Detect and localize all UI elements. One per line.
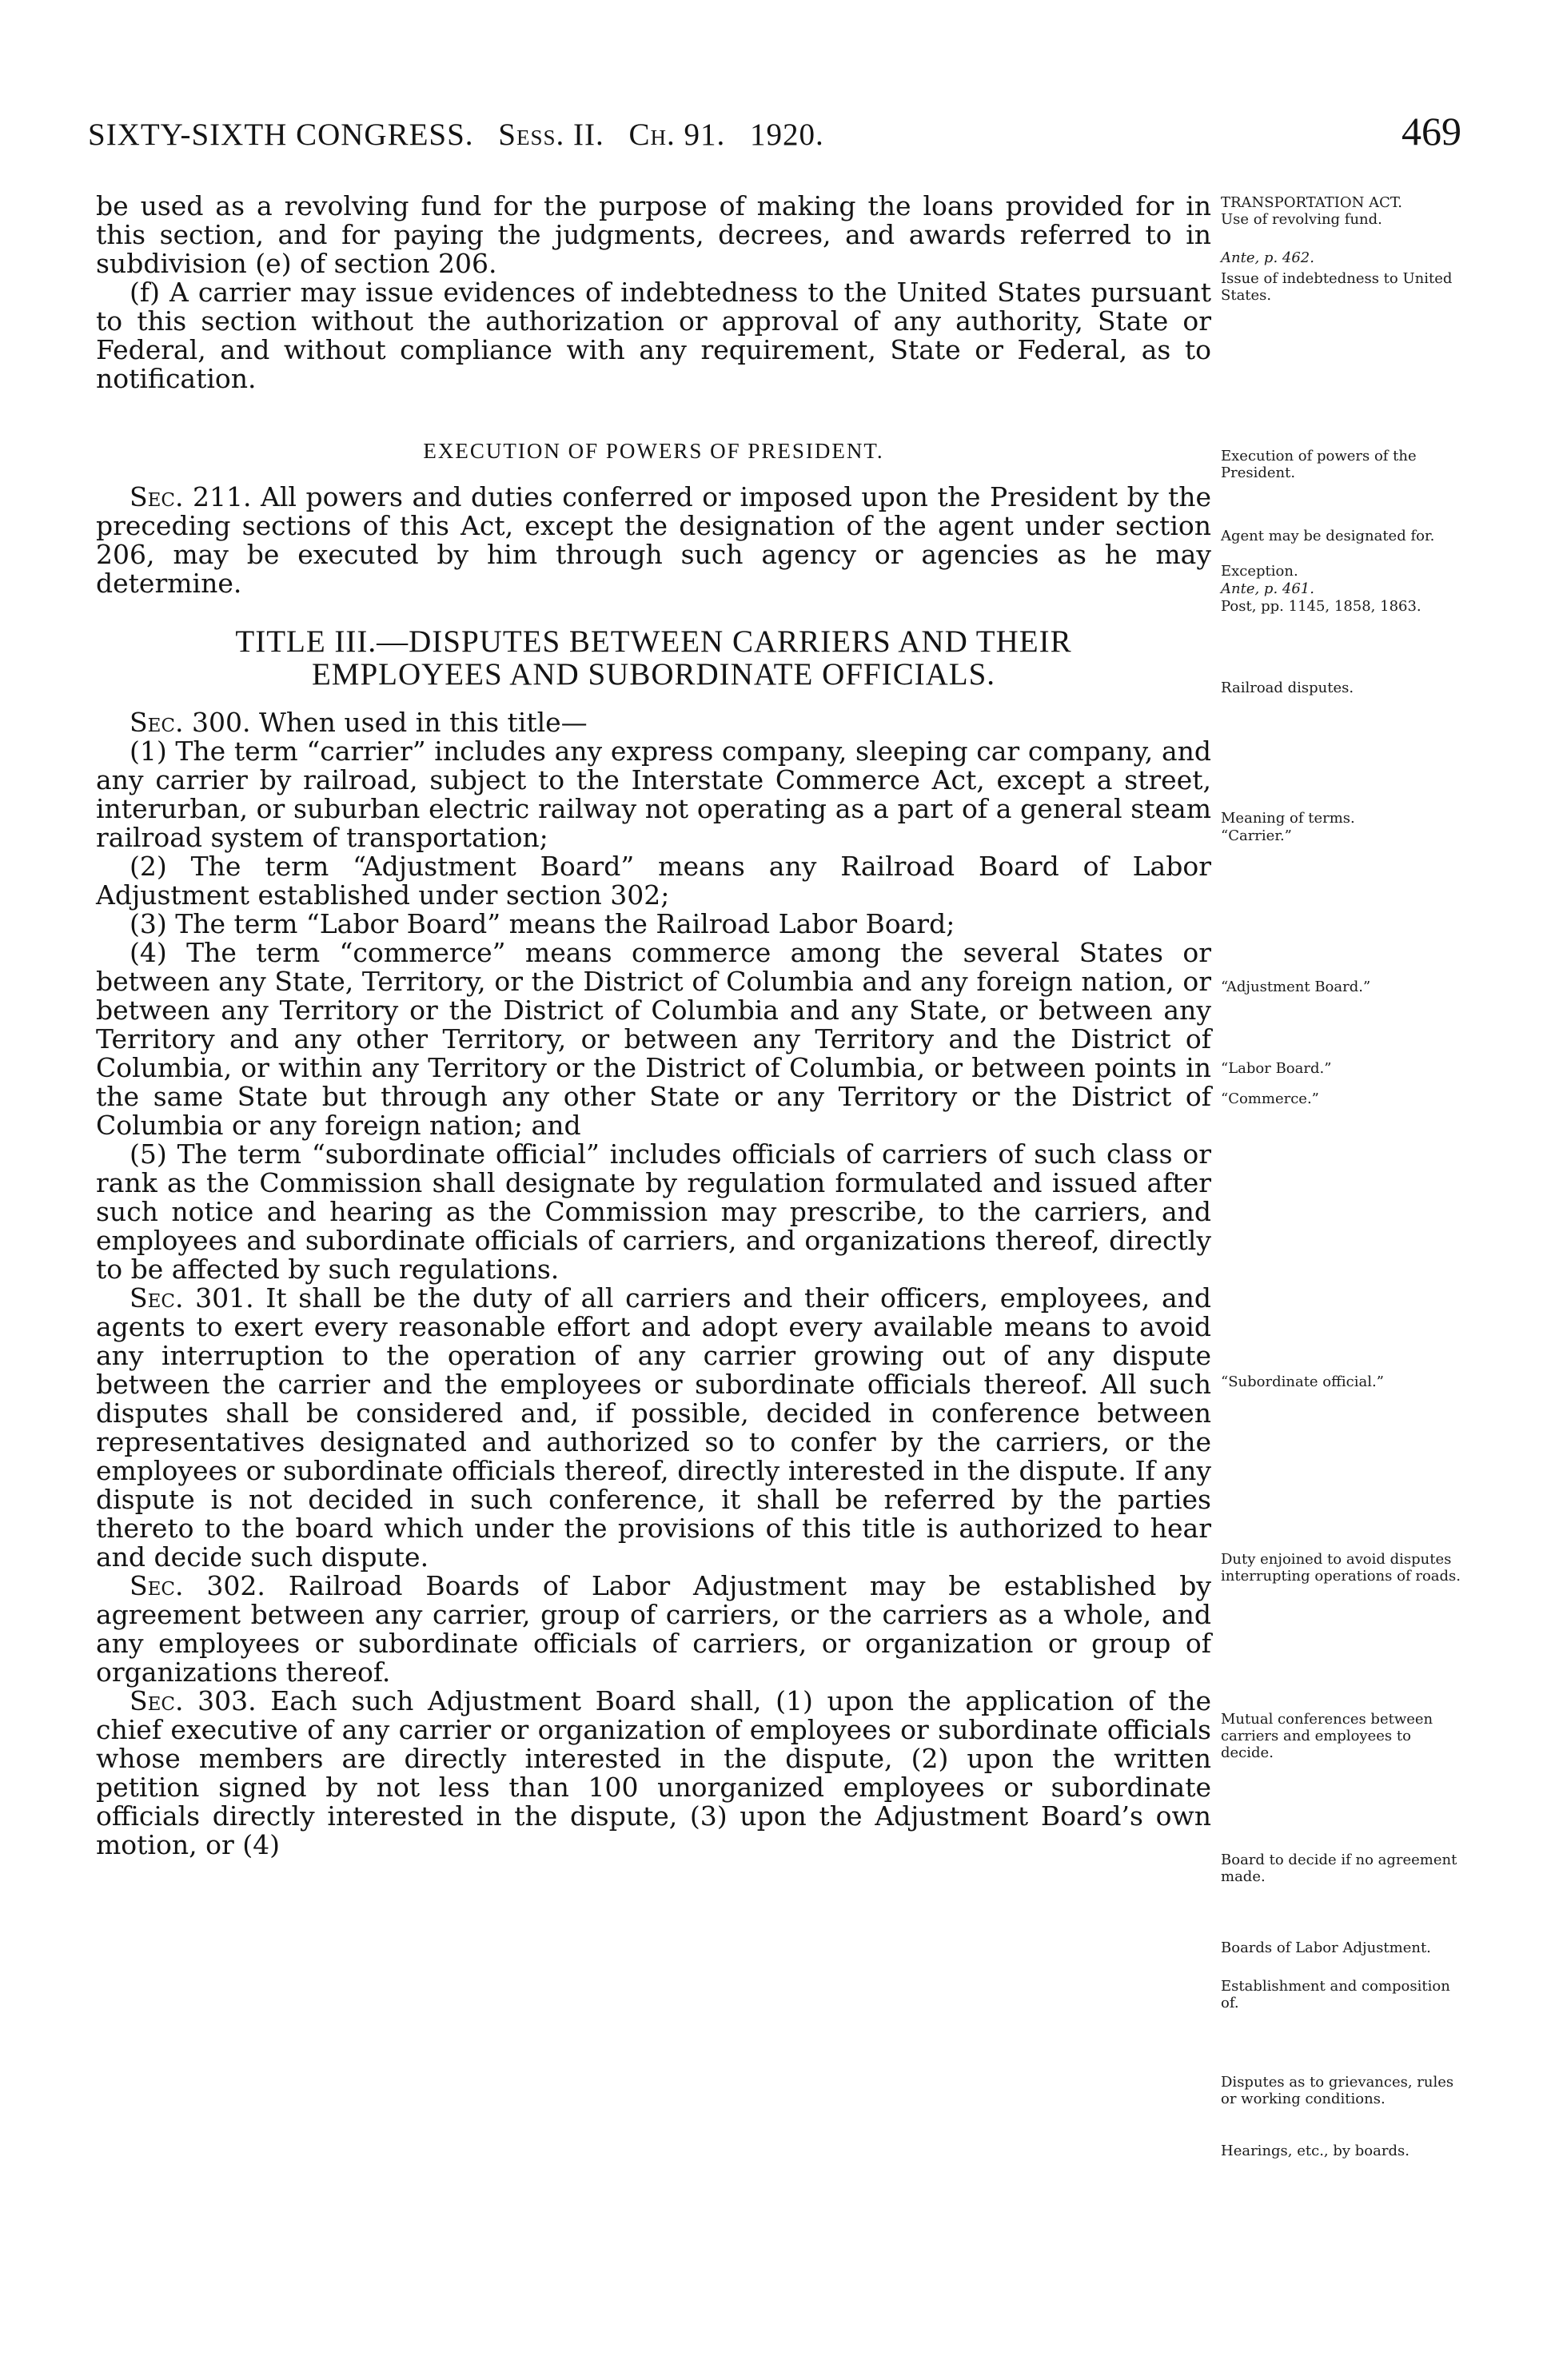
section-text: Each such Adjustment Board shall, (1) upon the application of the chief executive of any carrier or organization of employees or subordinate officials whose members are directly interested in the dispute, (2) upon the written petition signed by not less than 100 unorganized employees or subordinate officials directly interested in the dispute, (3) upon the Adjustment Board’s own motion, or (4) — [96, 1685, 1211, 1860]
section-301 — [96, 1284, 1211, 1572]
title-iii-line-2: EMPLOYEES AND SUBORDINATE OFFICIALS. — [311, 657, 996, 692]
section-label: Sec. 301. — [130, 1282, 254, 1314]
margin-note-railroad-disputes: Railroad disputes. — [1221, 680, 1354, 696]
definition-adjustment-board: (2) The term “Adjustment Board” means any Railroad Board of Labor Adjustment established under section 302; — [96, 851, 1211, 911]
margin-note-ante-462: Ante, p. 462. — [1221, 249, 1314, 266]
margin-note-post-pages: Post, pp. 1145, 1858, 1863. — [1221, 598, 1421, 615]
section-label: Sec. 303. — [130, 1685, 257, 1716]
section-label: Sec. 211. — [130, 481, 252, 512]
paragraph-indebtedness: (f) A carrier may issue evidences of indebtedness to the United States pursuant to this section without the authorization or approval of any authority, State or Federal, and without compliance with any requirement, State or Federal, as to notification. — [96, 277, 1211, 394]
section-text: When used in this title— — [258, 707, 588, 738]
margin-note-revolving-fund: Use of revolving fund. — [1221, 211, 1382, 228]
chapter-label: Ch. 91. — [628, 118, 726, 152]
margin-note-agent-designated: Agent may be designated for. — [1221, 528, 1435, 544]
main-text — [96, 192, 1211, 1860]
section-text: Railroad Boards of Labor Adjustment may be established by agreement between any carrier, group of carriers, or the carriers as a whole, and any employees or subordinate officials of carriers, or organization or group of organizations thereof. — [96, 1570, 1211, 1688]
margin-note-exception: Exception. — [1221, 563, 1298, 580]
margin-note-indebtedness: Issue of indebtedness to United States. — [1221, 270, 1453, 304]
definition-commerce: (4) The term “commerce” means commerce among the several States or between any State, Territory, or the District of Columbia and any foreign nation, or between any Territory or the District of Columbia and any State, or between any Territory and any other Territory, or between any Territory and the District of Columbia, or within any Territory or the District of Columbia, or between points in the same State but through any other State or any Territory or the District of Columbia or any foreign nation; and — [96, 937, 1211, 1141]
margin-note-ante-461: Ante, p. 461. — [1221, 580, 1314, 597]
margin-note-transportation-act: TRANSPORTATION ACT. — [1221, 194, 1402, 211]
margin-note-commerce: “Commerce.” — [1221, 1090, 1319, 1107]
margin-note-establishment: Establishment and composition of. — [1221, 1978, 1450, 2011]
margin-note-adjustment-board: “Adjustment Board.” — [1221, 979, 1371, 995]
margin-note-board-to-decide: Board to decide if no agreement made. — [1221, 1852, 1457, 1885]
section-302 — [96, 1572, 1211, 1687]
session-label: Sess. II. — [498, 118, 604, 152]
section-label: Sec. 302. — [130, 1570, 265, 1601]
section-300 — [96, 708, 1211, 737]
year-label: 1920. — [750, 118, 824, 152]
definition-carrier: (1) The term “carrier” includes any express company, sleeping car company, and any carrier by railroad, subject to the Interstate Commerce Act, except a street, interurban, or suburban electric railway not operating as a part of a general steam railroad system of transportation; — [96, 736, 1211, 853]
section-211 — [96, 483, 1211, 598]
margin-note-disputes-grievances: Disputes as to grievances, rules or working conditions. — [1221, 2074, 1454, 2107]
running-head — [88, 117, 840, 153]
paragraph-revolving-fund: be used as a revolving fund for the purpose of making the loans provided for in this section, and for paying the judgments, decrees, and awards referred to in subdivision (e) of section 206. — [96, 190, 1211, 279]
section-303 — [96, 1687, 1211, 1860]
heading-execution-of-powers: EXECUTION OF POWERS OF PRESIDENT. — [423, 439, 884, 463]
title-iii-heading — [96, 625, 1211, 691]
definition-subordinate-official: (5) The term “subordinate official” includes officials of carriers of such class or rank as the Commission shall designate by regulation formulated and issued after such notice and hearing as the Commission may prescribe, to the carriers, and employees and subordinate officials of carriers, and organizations thereof, directly to be affected by such regulations. — [96, 1138, 1211, 1285]
section-text: All powers and duties conferred or imposed upon the President by the preceding sections of this Act, except the designation of the agent under section 206, may be executed by him through such agency or agencies as he may determine. — [96, 481, 1212, 599]
margin-note-boards-of-labor: Boards of Labor Adjustment. — [1221, 1939, 1431, 1956]
definition-labor-board: (3) The term “Labor Board” means the Railroad Labor Board; — [130, 908, 955, 939]
margin-note-execution-powers: Execution of powers of the President. — [1221, 448, 1417, 481]
margin-note-hearings: Hearings, etc., by boards. — [1221, 2143, 1409, 2159]
congress-label: SIXTY-SIXTH CONGRESS. — [88, 118, 474, 152]
margin-note-carrier: “Carrier.” — [1221, 827, 1292, 844]
margin-note-duty-enjoined: Duty enjoined to avoid disputes interrupting operations of roads. — [1221, 1551, 1461, 1585]
title-iii-line-1: TITLE III.—DISPUTES BETWEEN CARRIERS AND THEIR — [235, 624, 1072, 659]
margin-note-labor-board: “Labor Board.” — [1221, 1060, 1332, 1077]
page-number: 469 — [1402, 109, 1461, 153]
margin-note-subordinate-official: “Subordinate official.” — [1221, 1373, 1384, 1390]
section-text: It shall be the duty of all carriers and their officers, employees, and agents to exert every reasonable effort and adopt every available means to avoid any interruption to the operation of any carrier growing out of any dispute between the carrier and the employees or subordinate officials thereof. All such disputes shall be considered and, if possible, decided in conference between representatives designated and authorized so to confer by the carriers, or the employees or subordinate officials thereof, directly interested in the dispute. If any dispute is not decided in such conference, it shall be referred by the parties thereto to the board which under the provisions of this title is authorized to hear and decide such dispute. — [96, 1282, 1211, 1573]
margin-note-mutual-conferences: Mutual conferences between carriers and employees to decide. — [1221, 1711, 1433, 1761]
margin-notes — [1221, 0, 1463, 2380]
section-label: Sec. 300. — [130, 707, 251, 738]
margin-note-meaning-terms: Meaning of terms. — [1221, 810, 1355, 827]
